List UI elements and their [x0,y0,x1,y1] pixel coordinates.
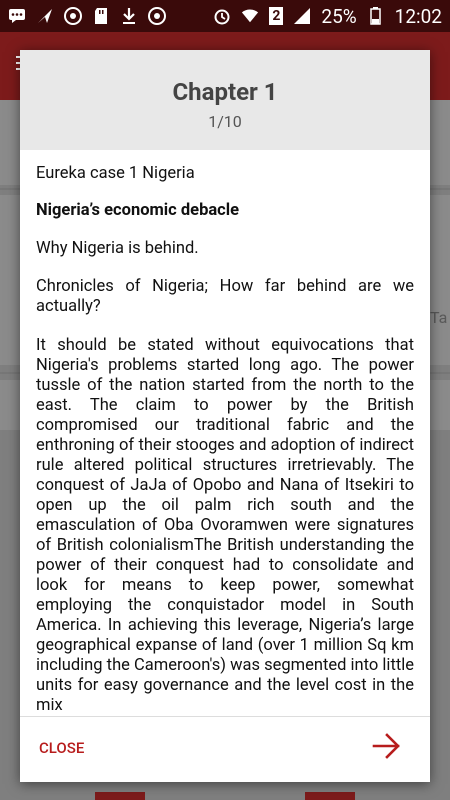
next-arrow-icon[interactable] [372,733,408,763]
paragraph-subheading: Why Nigeria is behind. [36,239,199,258]
paragraph-bold-heading: Nigeria’s economic debacle [36,201,240,220]
send-icon [36,7,54,25]
chat-icon [8,7,26,25]
dialog-footer [20,717,430,782]
paragraph-body: It should be stated without equivocations that Nigeria's problems started long ago. The power tussle of the nation started from the north to the east. The claim to power by the British compromised our traditional fabric and the enthroning of their stooges and adoption of indirect rule altered political structures irretrievably. The conquest of JaJa of Opobo and Nana of Itsekiri to open up the oil palm rich south and the emasculation of Oba Ovoramwen were signatures of British colonialismThe British understanding the power of their conquest had to consolidate and look for means to keep power, somewhat employing the conquistador model in South America. In achieving this leverage, Nigeria’s large geographical expanse of land (over 1 million Sq km including the Cameroon's) was segmented into little units for easy governance and the level cost in the mix [36,336,414,715]
paragraph-heading: Eureka case 1 Nigeria [36,164,195,183]
status-bar-right-icons [213,5,442,28]
page-indicator: 1/10 [208,112,242,131]
battery-percent: 25% [321,4,357,28]
alarm-icon [213,7,231,25]
status-bar [0,0,450,32]
battery-icon [367,7,385,25]
close-button[interactable]: CLOSE [39,739,85,757]
chapter-title: Chapter 1 [172,78,278,106]
paragraph-subheading: Chronicles of Nigeria; How far behind are we actually? [36,277,414,316]
clock: 12:02 [394,4,442,28]
chrome-icon [64,7,82,25]
download-icon [120,7,138,25]
signal-icon [293,7,311,25]
sd-card-icon [92,7,110,25]
chrome-icon [148,7,166,25]
background-button [95,792,145,800]
dialog-header [20,50,430,150]
background-button [305,792,355,800]
background-peek-text: Ta [430,308,448,327]
sim-badge: 2 [269,7,283,25]
wifi-icon [241,7,259,25]
status-bar-left-icons [8,7,166,25]
chapter-text[interactable] [20,150,430,716]
chapter-dialog [20,50,430,782]
